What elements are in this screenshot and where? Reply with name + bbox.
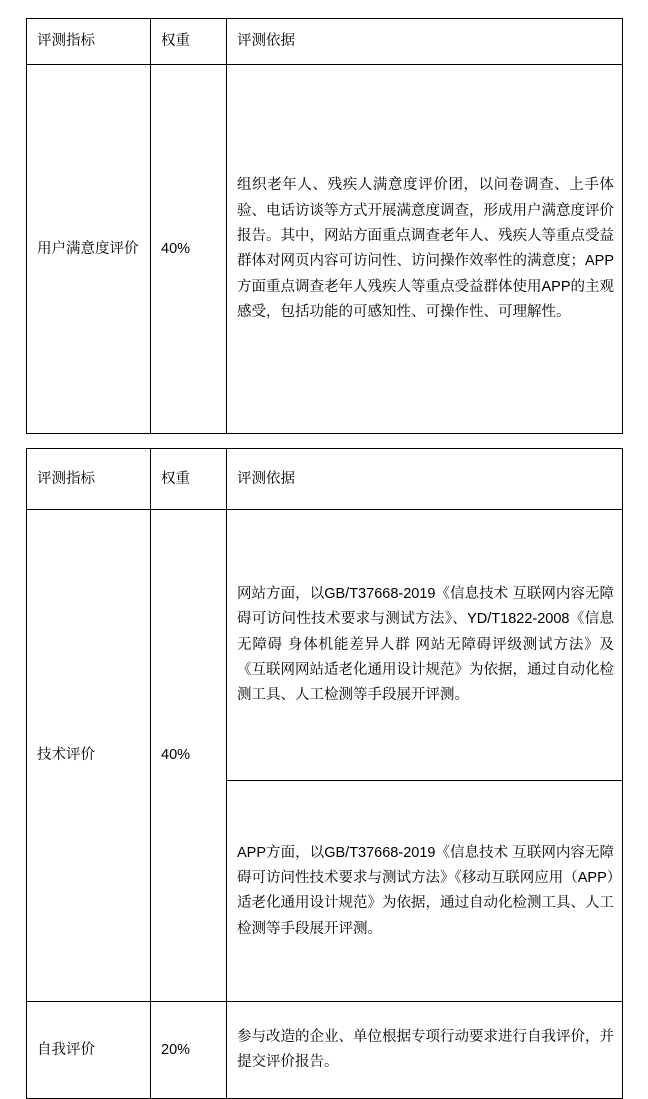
row-basis-technical-web: 网站方面，以GB/T37668-2019《信息技术 互联网内容无障碍可访问性技术要求与测试方法》、YD/T1822-2008《信息无障碍 身体机能差异人群 网站无障碍评级测试方法》及《互联网网站适老化通用设计规范》为依据，通过自动化检测工具、人工检测等手段展开评测。 xyxy=(227,510,623,781)
evaluation-table-part2 xyxy=(26,448,623,1099)
row-weight-self: 20% xyxy=(151,1002,227,1099)
table-row xyxy=(27,65,623,434)
row-basis-satisfaction: 组织老年人、残疾人满意度评价团，以问卷调查、上手体验、电话访谈等方式开展满意度调查，形成用户满意度评价报告。其中，网站方面重点调查老年人、残疾人等重点受益群体对网页内容可访问性、访问操作效率性的满意度；APP方面重点调查老年人残疾人等重点受益群体使用APP的主观感受，包括功能的可感知性、可操作性、可理解性。 xyxy=(227,65,623,434)
row-basis-self: 参与改造的企业、单位根据专项行动要求进行自我评价，并提交评价报告。 xyxy=(227,1002,623,1099)
table-header-row xyxy=(27,19,623,65)
row-metric-technical: 技术评价 xyxy=(27,510,151,1002)
row-metric-self: 自我评价 xyxy=(27,1002,151,1099)
table-header-row-repeat xyxy=(27,449,623,510)
evaluation-table-part1 xyxy=(26,18,623,434)
header-basis-repeat: 评测依据 xyxy=(227,449,623,510)
row-weight-satisfaction: 40% xyxy=(151,65,227,434)
row-basis-technical-app: APP方面，以GB/T37668-2019《信息技术 互联网内容无障碍可访问性技术要求与测试方法》《移动互联网应用（APP）适老化通用设计规范》为依据，通过自动化检测工具、人工检测等手段展开评测。 xyxy=(227,781,623,1002)
row-metric-satisfaction: 用户满意度评价 xyxy=(27,65,151,434)
header-metric-repeat: 评测指标 xyxy=(27,449,151,510)
header-basis: 评测依据 xyxy=(227,19,623,65)
table-row xyxy=(27,1002,623,1099)
header-weight-repeat: 权重 xyxy=(151,449,227,510)
header-weight: 权重 xyxy=(151,19,227,65)
header-metric: 评测指标 xyxy=(27,19,151,65)
row-weight-technical: 40% xyxy=(151,510,227,1002)
table-row xyxy=(27,510,623,781)
